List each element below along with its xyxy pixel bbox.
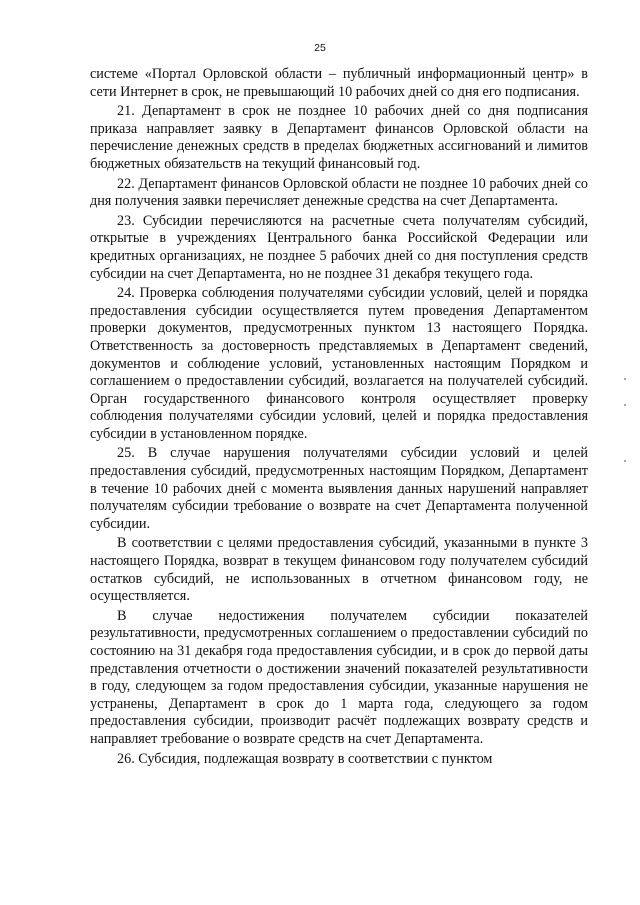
scan-mark [624,404,626,406]
scan-mark [624,460,626,462]
page-number: 25 [314,42,326,54]
paragraph-continuation: системе «Портал Орловской области – публичный информационный центр» в сети Интернет в срок, не превышающий 10 рабочих дней со дня его подписания. [90,66,588,100]
paragraph-25-targets: В соответствии с целями предоставления субсидий, указанными в пункте 3 настоящего Порядка, возврат в текущем финансовом году получателем субсидий остатков субсидий, не использованных в отчетном финансовом году, не осуществляется. [90,535,588,605]
paragraph-25-indicators: В случае недостижения получателем субсидии показателей результативности, предусмотренных соглашением о предоставлении субсидий по состоянию на 31 декабря года предоставления субсидии, и в срок до первой даты представления отчетности о достижении значений показателей результативности в году, следующем за годом предоставления субсидии, указанные нарушения не устранены, Департамент в срок до 1 марта года, следующего за годом предоставления субсидии, производит расчёт подлежащих возврату средств и направляет требование о возврате средств на счет Департамента. [90,607,588,747]
paragraph-23: 23. Субсидии перечисляются на расчетные счета получателям субсидий, открытые в учреждениях Центрального банка Российской Федерации или кредитных организациях, не позднее 5 рабочих дней со дня поступления средств субсидии на счет Департамента, но не позднее 31 декабря текущего года. [90,212,588,282]
paragraph-26: 26. Субсидия, подлежащая возврату в соответствии с пунктом [117,750,493,767]
paragraph-22: 22. Департамент финансов Орловской области не позднее 10 рабочих дней со дня получения заявки перечисляет денежные средства на счет Департамента. [90,175,588,210]
paragraph-21: 21. Департамент в срок не позднее 10 рабочих дней со дня подписания приказа направляет заявку в Департамент финансов Орловской области на перечисление денежных средств в пределах бюджетных ассигнований и лимитов бюджетных обязательств на текущий финансовый год. [90,103,588,172]
paragraph-25: 25. В случае нарушения получателями субсидии условий и целей предоставления субсидий, предусмотренных настоящим Порядком, Департамент в течение 10 рабочих дней с момента выявления данных нарушений направляет получателям субсидии требование о возврате на счет Департамента полученной субсидии. [90,445,588,532]
scan-mark [624,378,626,380]
document-body [90,66,588,770]
paragraph-24: 24. Проверка соблюдения получателями субсидии условий, целей и порядка предоставления субсидии осуществляется путем проведения Департаментом проверки документов, предусмотренных пунктом 13 настоящего Порядка. Ответственность за достоверность представляемых в Департамент сведений, документов и соблюдение условий, установленных настоящим Порядком и соглашением о предоставлении субсидий, возлагается на получателей субсидий. Орган государственного финансового контроля осуществляет проверку соблюдения получателями субсидии условий, целей и порядка предоставления субсидии в установленном порядке. [90,285,588,442]
